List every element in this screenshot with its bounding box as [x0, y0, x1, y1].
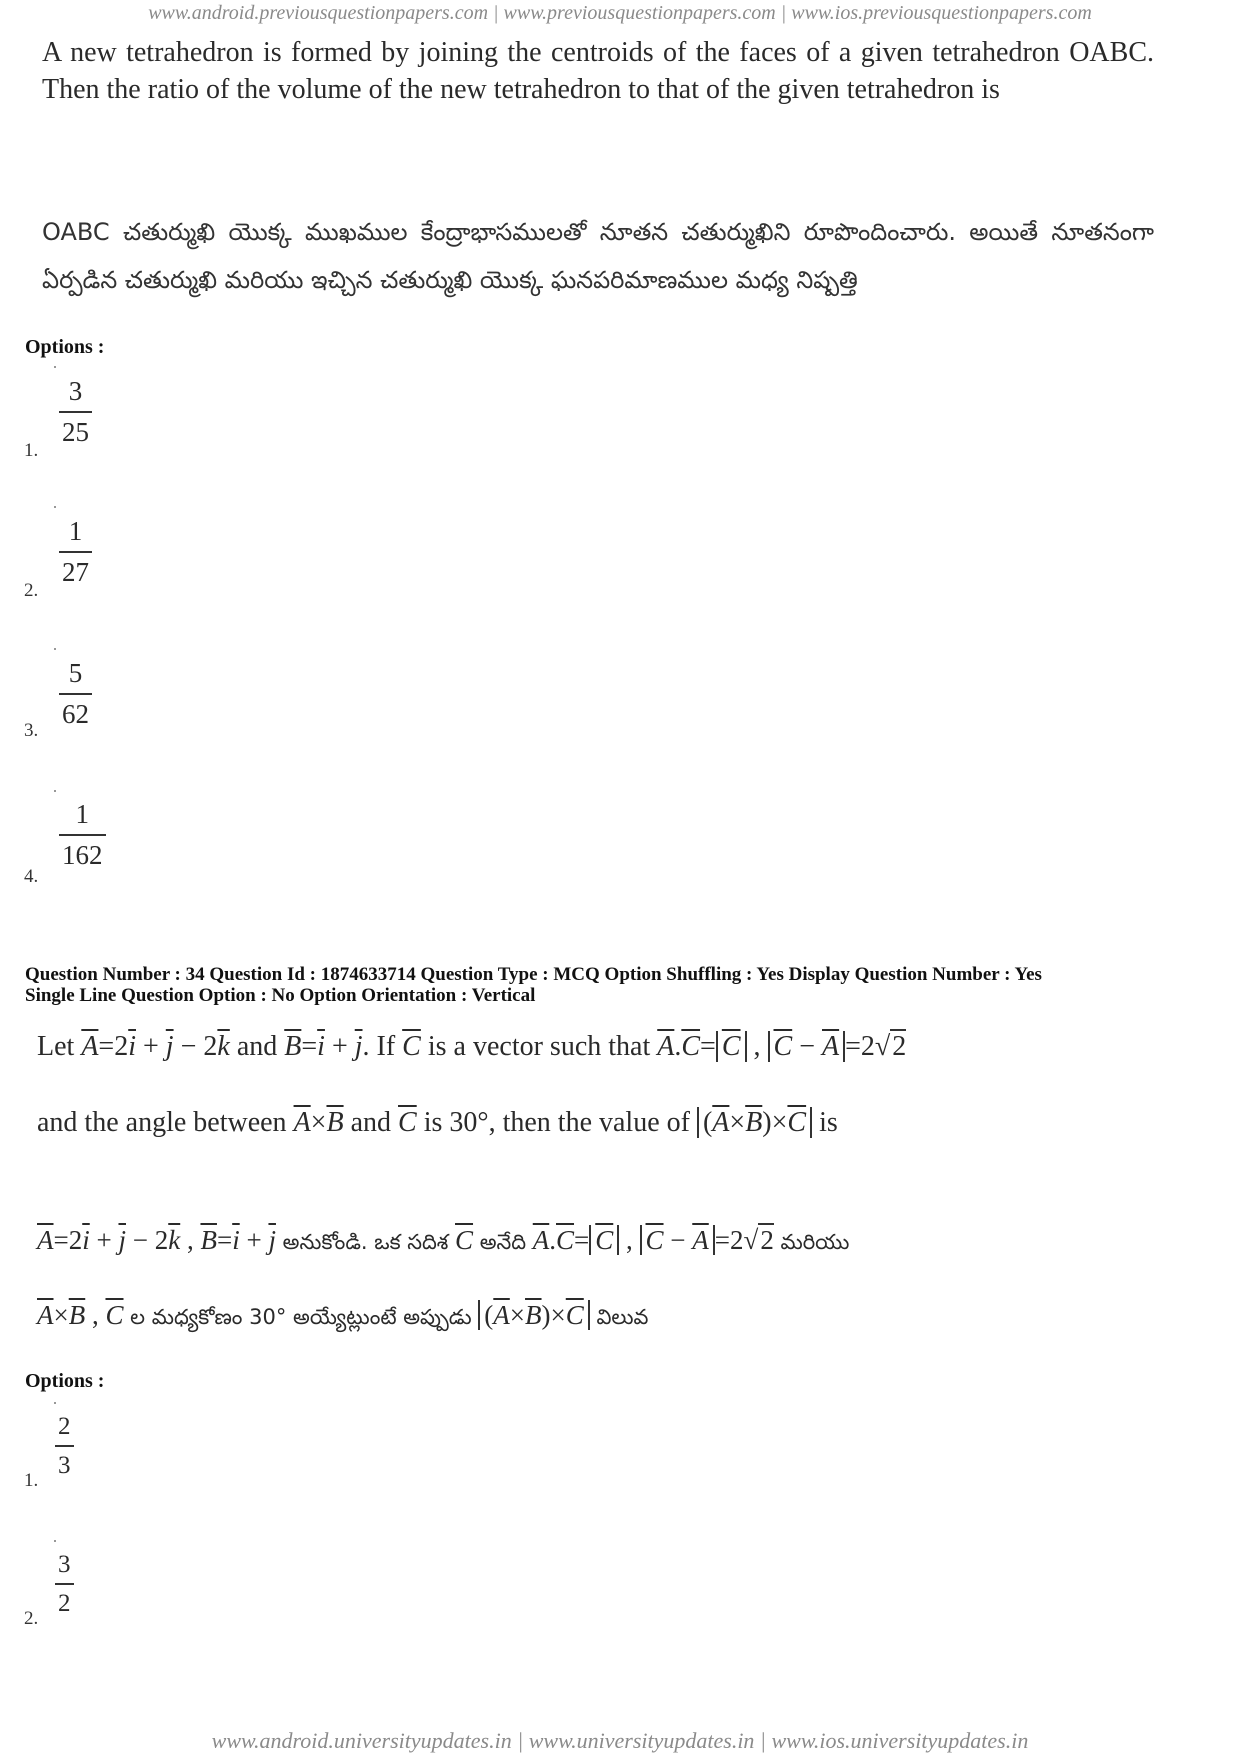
question-33-english: A new tetrahedron is formed by joining the centroids of the faces of a given tetrahedron OABC. Then the ratio of the volume of the new tetrahedron to that of the given tetrahedron is — [42, 37, 1154, 105]
denominator: 27 — [59, 551, 92, 586]
option-number: 4. — [24, 866, 39, 887]
options-label-q33: Options : — [25, 336, 105, 358]
numerator: 3 — [68, 376, 83, 406]
watermark-top: www.android.previousquestionpapers.com | www.previousquestionpapers.com | www.ios.previousquestionpapers.com — [148, 2, 1092, 24]
option-number: 3. — [24, 720, 39, 741]
fraction — [59, 660, 92, 728]
question-34-meta-line-1: Question Number : 34 Question Id : 1874633714 Question Type : MCQ Option Shuffling : Yes Display Question Number : Yes — [25, 964, 1042, 985]
denominator: 162 — [59, 834, 106, 869]
question-34-meta-line-2: Single Line Question Option : No Option Orientation : Vertical — [25, 985, 536, 1006]
options-label-q34: Options : — [25, 1370, 105, 1392]
question-34-english-line-2: and the angle between $\overline{A}\times\overline{B}$ and $\overline{C}$ is 30°, then the value of $(\overline{A}\times\overline{B})\times\overline{C}$ is — [37, 1107, 838, 1138]
question-34-telugu-line-2: $\overline{A}\times\overline{B}$ , $\overline{C}$ ల మధ్యకోణం 30° అయ్యేట్లుంటే అప్పుడు $(\overline{A}\times\overline{B})\times\overline{C}$ విలువ — [37, 1300, 649, 1330]
numerator: 5 — [68, 658, 83, 688]
denominator: 25 — [59, 411, 92, 446]
denominator: 2 — [55, 1583, 74, 1616]
question-34-telugu-line-1: $\overline{A}=2\overline{i} + \overline{j} - 2\overline{k}$ , $\overline{B}=\overline{i} + \overline{j}$ అనుకోండి. ఒక సదిశ $\overline{C}$ అనేది $\overline{A}.\overline{C}= \overline{C}$ , $\overline{C} - \overline{A} =2√2$ మరియు — [37, 1225, 850, 1255]
question-33-telugu: OABC చతుర్ముఖి యొక్క ముఖముల కేంద్రాభాసములతో నూతన చతుర్ముఖిని రూపొందించారు. అయితే నూతనంగా ఏర్పడిన చతుర్ముఖి మరియు ఇచ్చిన చతుర్ముఖి యొక్క ఘనపరిమాణముల మధ్య నిష్పత్తి — [42, 218, 1154, 294]
option-number: 1. — [24, 1470, 39, 1491]
question-34-english-line-1: Let $\overline{A}=2\overline{i} + \overline{j} - 2\overline{k}$ and $\overline{B}=\overline{i} + \overline{j}$. If $\overline{C}$ is a vector such that $\overline{A}.\overline{C}= \overline{C}$ , $\overline{C} - \overline{A} =2√2$ — [37, 1031, 907, 1062]
fraction — [59, 801, 106, 869]
numerator: 2 — [58, 1413, 71, 1440]
denominator: 3 — [55, 1445, 74, 1478]
numerator: 1 — [75, 799, 89, 829]
numerator: 1 — [68, 516, 83, 546]
watermark-bottom: www.android.universityupdates.in | www.universityupdates.in | www.ios.universityupdates.in — [211, 1728, 1029, 1753]
option-number: 1. — [24, 440, 39, 461]
option-number: 2. — [24, 1608, 39, 1629]
fraction — [59, 378, 92, 446]
fraction — [55, 1414, 74, 1478]
denominator: 62 — [59, 693, 92, 728]
numerator: 3 — [58, 1551, 71, 1578]
fraction — [59, 518, 92, 586]
fraction — [55, 1552, 74, 1616]
option-number: 2. — [24, 580, 39, 601]
